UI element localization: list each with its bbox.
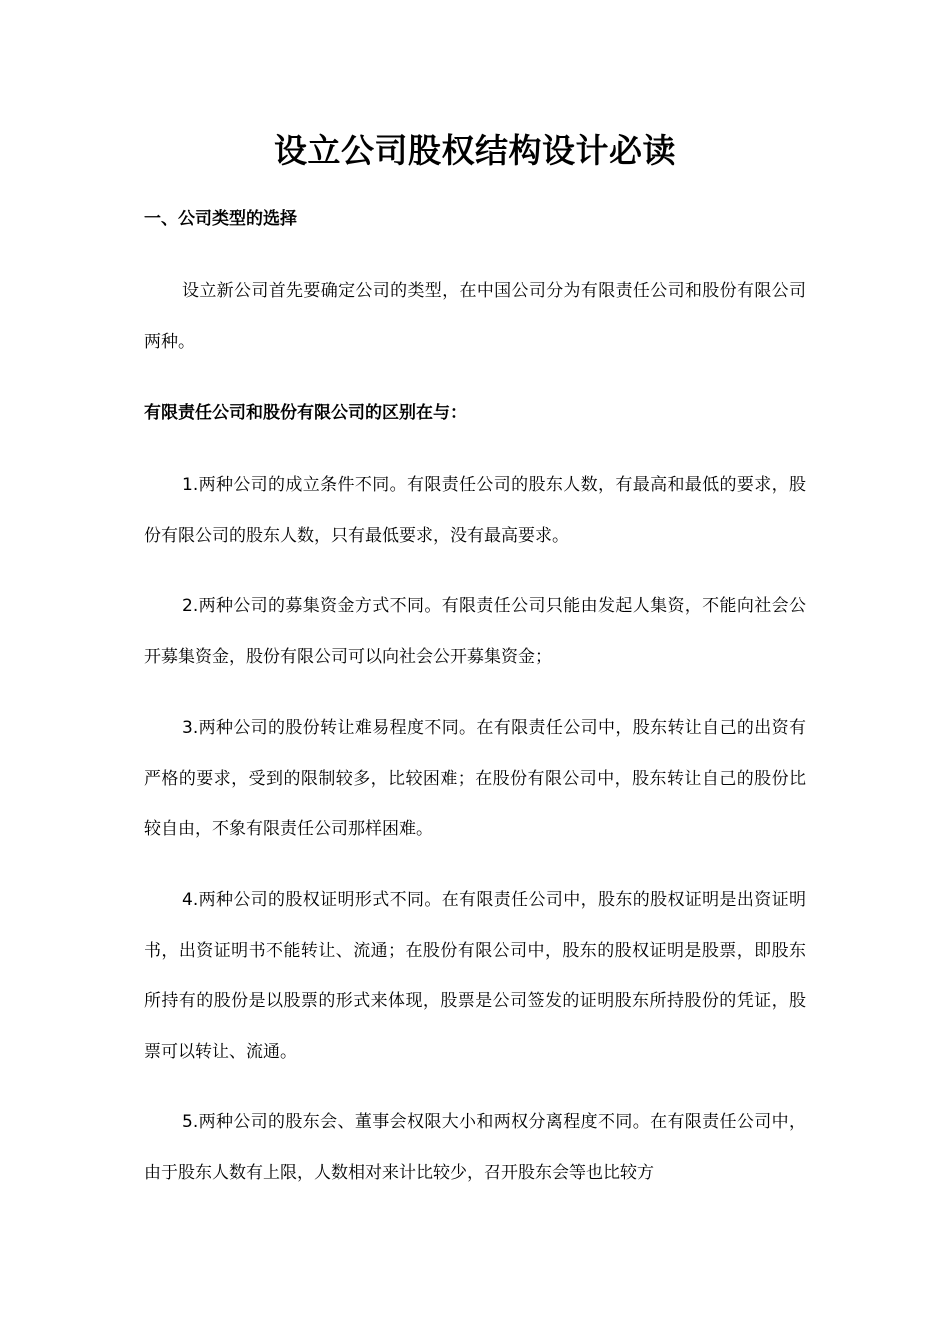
point-paragraph-3: 3.两种公司的股份转让难易程度不同。在有限责任公司中，股东转让自己的出资有严格的要求，受到的限制较多，比较困难；在股份有限公司中，股东转让自己的股份比较自由，不象有限责任公司那样困难。 bbox=[144, 718, 806, 839]
intro-paragraph: 设立新公司首先要确定公司的类型，在中国公司分为有限责任公司和股份有限公司两种。 bbox=[144, 281, 806, 352]
section-heading-company-type: 一、公司类型的选择 bbox=[144, 209, 297, 229]
point-paragraph-1: 1.两种公司的成立条件不同。有限责任公司的股东人数，有最高和最低的要求，股份有限公司的股东人数，只有最低要求，没有最高要求。 bbox=[144, 475, 806, 546]
point-paragraph-2: 2.两种公司的募集资金方式不同。有限责任公司只能由发起人集资，不能向社会公开募集资金，股份有限公司可以向社会公开募集资金； bbox=[144, 596, 806, 667]
document-title: 设立公司股权结构设计必读 bbox=[274, 131, 676, 170]
point-paragraph-5: 5.两种公司的股东会、董事会权限大小和两权分离程度不同。在有限责任公司中，由于股东人数有上限，人数相对来计比较少，召开股东会等也比较方 bbox=[144, 1112, 806, 1183]
point-paragraph-4: 4.两种公司的股权证明形式不同。在有限责任公司中，股东的股权证明是出资证明书，出资证明书不能转让、流通；在股份有限公司中，股东的股权证明是股票，即股东所持有的股份是以股票的形式来体现，股票是公司签发的证明股东所持股份的凭证，股票可以转让、流通。 bbox=[144, 890, 806, 1062]
difference-heading: 有限责任公司和股份有限公司的区别在与： bbox=[144, 403, 467, 423]
